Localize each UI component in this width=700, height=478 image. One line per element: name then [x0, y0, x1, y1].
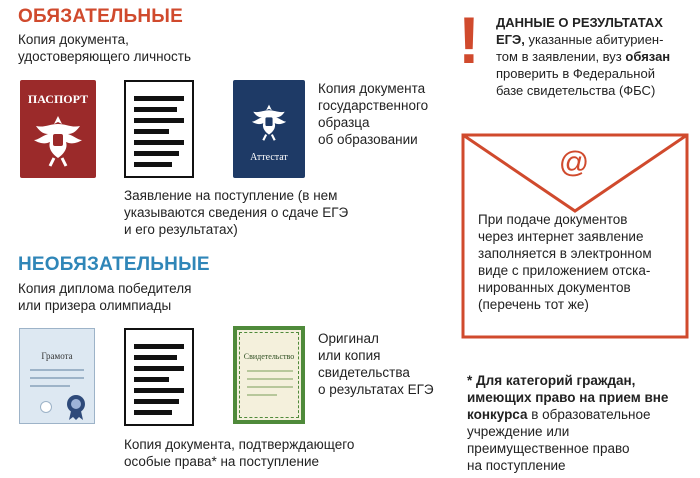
application-caption: Заявление на поступление (в нем указываются сведения о сдаче ЕГЭ и его результатах): [124, 188, 349, 237]
attestat-document: [233, 80, 305, 178]
gramota-document: [19, 328, 95, 424]
notice-line3-pre: том в заявлении, вуз: [496, 49, 626, 64]
application-document: [124, 80, 194, 178]
ege-caption: Оригинал или копия свидетельства о результатах ЕГЭ: [318, 331, 434, 397]
required-heading: ОБЯЗАТЕЛЬНЫЕ: [18, 6, 183, 27]
notice-line4: проверить в Федеральной: [496, 66, 655, 81]
envelope-text: При подаче документов через интернет заявление заполняется в электронном виде с приложением отска- нированных документов (перечень тот же): [478, 212, 652, 312]
notice-line1: ДАННЫЕ О РЕЗУЛЬТАТАХ: [496, 15, 663, 30]
certificate-text: Свидетельство: [243, 352, 295, 361]
gramota-text: Грамота: [41, 351, 73, 361]
special-rights-caption: Копия документа, подтверждающего особые права* на поступление: [124, 437, 355, 469]
footnote-bold: * Для категорий граждан, имеющих право на прием вне конкурса: [467, 373, 669, 422]
notice-line3-bold: обязан: [625, 49, 671, 64]
special-rights-document: [124, 328, 194, 426]
notice-line2-rest: указанные абитуриен-: [524, 32, 664, 47]
ege-certificate-document: [233, 326, 305, 424]
exclamation-icon: !: [458, 3, 480, 77]
passport-document: [20, 80, 96, 178]
notice-line5: базе свидетельства (ФБС): [496, 83, 656, 98]
footnote-rest: в образовательное учреждение или преимущественное право на поступление: [467, 407, 651, 473]
passport-cover-text: ПАСПОРТ: [27, 92, 89, 106]
medal-icon: [64, 393, 88, 421]
notice-line2-bold: ЕГЭ,: [496, 32, 525, 47]
diploma-caption: Копия диплома победителя или призера олимпиады: [18, 281, 192, 313]
passport-caption: Копия документа, удостоверяющего личность: [18, 32, 192, 64]
at-sign-icon: @: [558, 146, 590, 179]
education-caption: Копия документа государственного образца об образовании: [318, 81, 429, 147]
optional-heading: НЕОБЯЗАТЕЛЬНЫЕ: [18, 254, 210, 275]
online-submission-envelope: [461, 133, 689, 339]
ege-verification-notice: [496, 14, 696, 99]
eagle-emblem-icon: [249, 100, 289, 142]
footnote: [467, 372, 692, 474]
eagle-emblem-icon: [30, 110, 86, 168]
attestat-cover-text: Аттестат: [250, 152, 288, 163]
